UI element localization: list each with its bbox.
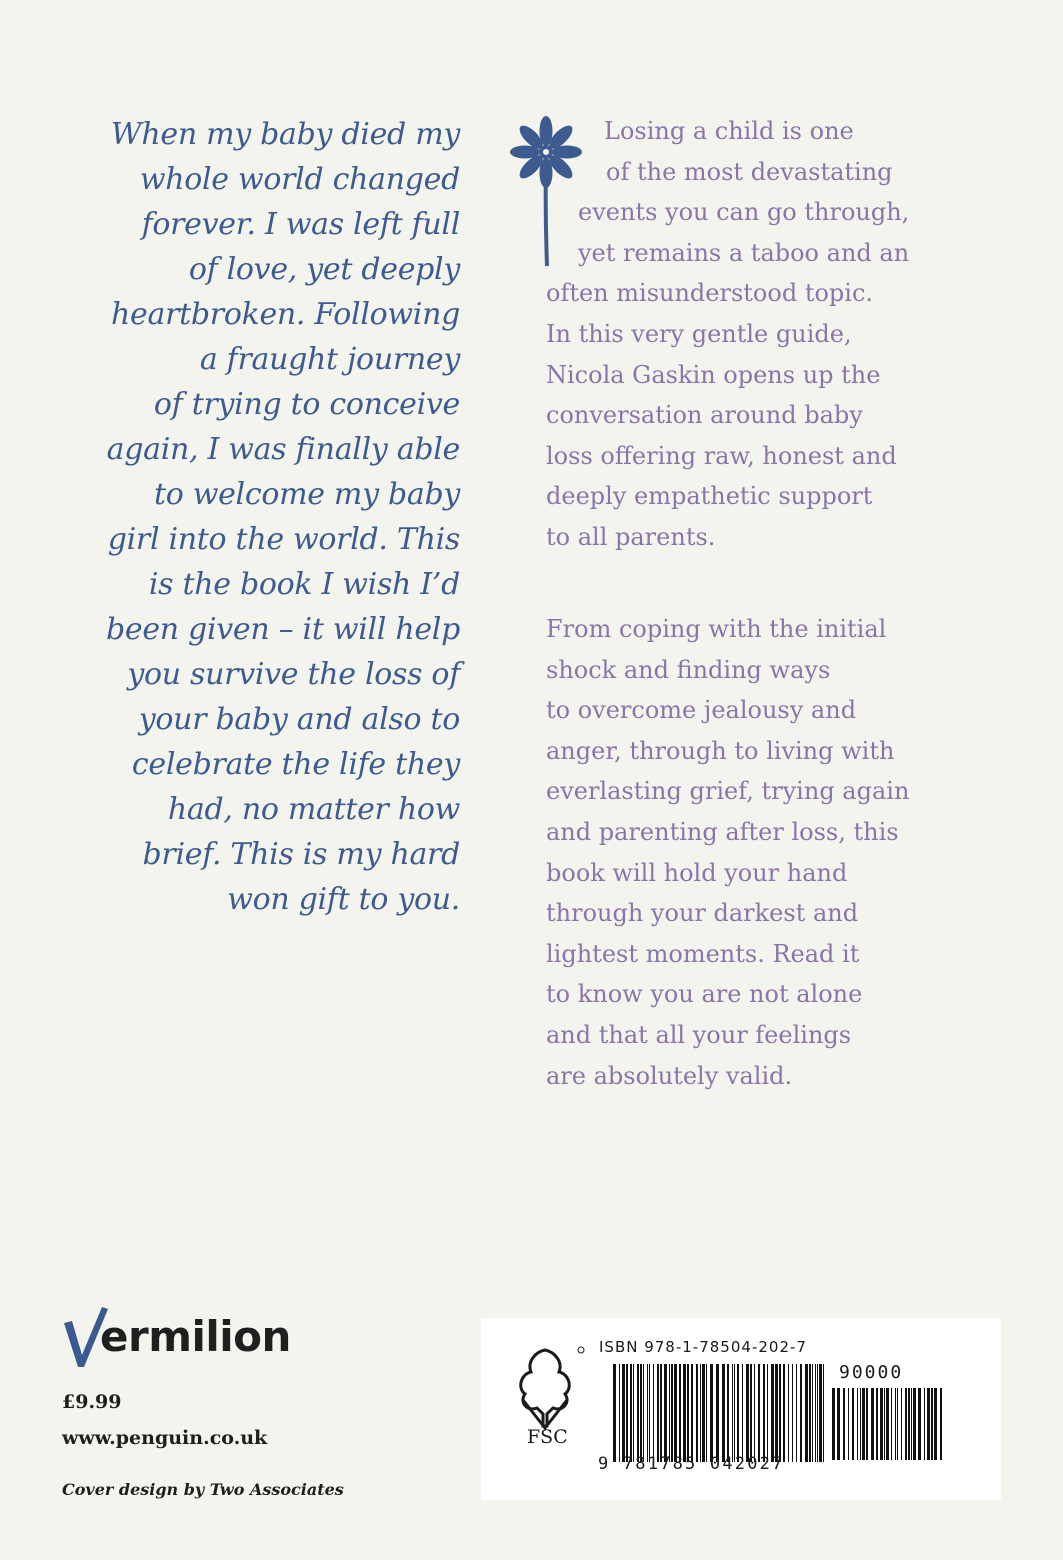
barcode-bar — [633, 1364, 634, 1462]
barcode-bar — [886, 1388, 889, 1460]
barcode-bar — [767, 1364, 768, 1462]
text-line: been given – it will help — [105, 612, 460, 647]
addon-barcode — [832, 1388, 944, 1460]
text-line: whole world changed — [139, 162, 460, 197]
barcode-bar — [722, 1364, 725, 1462]
barcode-bar — [630, 1364, 632, 1462]
barcode-bar — [897, 1388, 898, 1460]
text-line: a fraught journey — [199, 342, 460, 377]
barcode-number: 9 781785 042027 — [598, 1454, 785, 1474]
barcode-bar — [640, 1364, 642, 1462]
fsc-label: FSC — [527, 1426, 568, 1448]
author-quote — [70, 112, 460, 922]
barcode-bar — [884, 1388, 885, 1460]
text-line: had, no matter how — [167, 792, 460, 827]
barcode-bar — [871, 1388, 874, 1460]
barcode-bar — [691, 1364, 693, 1462]
barcode-bar — [901, 1388, 902, 1460]
barcode-bar — [876, 1388, 878, 1460]
text-line: you survive the loss of — [127, 657, 460, 692]
barcode-bar — [934, 1388, 937, 1460]
text-line: your baby and also to — [138, 702, 460, 737]
barcode-bar — [660, 1364, 662, 1462]
logo-text: ermilion — [100, 1312, 291, 1361]
barcode-bar — [671, 1364, 673, 1462]
barcode-bar — [848, 1388, 849, 1460]
barcode-bar — [647, 1364, 648, 1462]
barcode-bar — [775, 1364, 778, 1462]
barcode-bar — [758, 1364, 760, 1462]
barcode-bar — [622, 1364, 625, 1462]
barcode-bar — [649, 1364, 650, 1462]
text-line: to know you are not alone — [546, 980, 863, 1009]
barcode-bar — [913, 1388, 916, 1460]
text-line: of love, yet deeply — [188, 252, 460, 287]
barcode-bar — [706, 1364, 707, 1462]
text-line: forever. I was left full — [141, 207, 460, 242]
text-line: events you can go through, — [578, 198, 910, 227]
text-line: From coping with the initial — [546, 615, 887, 643]
cover-credit: Cover design by Two Associates — [62, 1480, 344, 1499]
barcode-bar — [911, 1388, 912, 1460]
text-line: again, I was finally able — [106, 432, 460, 467]
barcode-bar — [809, 1364, 811, 1462]
barcode-bar — [619, 1364, 620, 1462]
barcode-bar — [800, 1364, 802, 1462]
barcode-bar — [880, 1388, 883, 1460]
barcode-bar — [754, 1364, 755, 1462]
text-line: When my baby died my — [110, 117, 460, 152]
website-link: www.penguin.co.uk — [62, 1427, 268, 1449]
barcode-bar — [613, 1364, 616, 1462]
barcode-bar — [727, 1364, 729, 1462]
barcode-bar — [815, 1364, 816, 1462]
barcode-bar — [657, 1364, 659, 1462]
text-line: to all parents. — [546, 522, 716, 551]
barcode-bar — [837, 1388, 840, 1460]
barcode-bar — [750, 1364, 752, 1462]
barcode-bar — [918, 1388, 921, 1460]
text-line: of the most devastating — [606, 157, 893, 186]
text-line: book will hold your hand — [546, 858, 848, 887]
text-line: through your darkest and — [546, 899, 859, 928]
text-line: heartbroken. Following — [111, 297, 460, 332]
description-paragraph-2 — [546, 609, 966, 1096]
barcode-bar — [696, 1364, 698, 1462]
barcode-bar — [823, 1364, 824, 1462]
text-line: Nicola Gaskin opens up the — [546, 360, 881, 389]
barcode-bar — [626, 1364, 628, 1462]
barcode-bar — [812, 1364, 813, 1462]
barcode-bar — [742, 1364, 743, 1462]
text-line: shock and finding ways — [546, 655, 831, 684]
barcode-bar — [734, 1364, 735, 1462]
barcode-bar — [679, 1364, 681, 1462]
text-line: In this very gentle guide, — [546, 319, 852, 348]
barcode-bar — [683, 1364, 686, 1462]
barcode-bar — [687, 1364, 689, 1462]
price: £9.99 — [62, 1391, 122, 1413]
barcode-bar — [702, 1364, 705, 1462]
text-line: and that all your feelings — [546, 1020, 852, 1049]
barcode-bar — [737, 1364, 739, 1462]
text-line: is the book I wish I’d — [148, 567, 460, 602]
barcode-bar — [924, 1388, 925, 1460]
text-line: brief. This is my hard — [142, 837, 460, 872]
barcode-bar — [700, 1364, 701, 1462]
text-line: Losing a child is one — [604, 117, 854, 145]
barcode-bar — [866, 1388, 868, 1460]
barcode-bar — [931, 1388, 933, 1460]
barcode-bar — [763, 1364, 765, 1462]
barcode-bar — [817, 1364, 818, 1462]
barcode-bar — [895, 1388, 896, 1460]
barcode-bar — [832, 1388, 835, 1460]
barcode-bar — [669, 1364, 670, 1462]
barcode-bar — [796, 1364, 797, 1462]
barcode-bar — [908, 1388, 910, 1460]
barcode-bar — [674, 1364, 677, 1462]
text-line: celebrate the life they — [131, 747, 460, 782]
barcode-bar — [805, 1364, 808, 1462]
barcode-bar — [819, 1364, 822, 1462]
barcode-bar — [653, 1364, 654, 1462]
barcode-panel — [481, 1318, 1001, 1500]
text-line: to overcome jealousy and — [546, 696, 857, 725]
barcode-bar — [843, 1388, 845, 1460]
text-line: often misunderstood topic. — [546, 279, 874, 308]
text-line: lightest moments. Read it — [546, 939, 860, 968]
barcode-bar — [643, 1364, 644, 1462]
barcode-bar — [862, 1388, 865, 1460]
barcode-bar — [716, 1364, 719, 1462]
barcode-bar — [891, 1388, 892, 1460]
barcode-bar — [637, 1364, 639, 1462]
text-line: and parenting after loss, this — [546, 817, 899, 846]
text-line: everlasting grief, trying again — [546, 777, 910, 806]
barcode-bar — [664, 1364, 667, 1462]
barcode-bar — [788, 1364, 789, 1462]
barcode-bar — [783, 1364, 785, 1462]
barcode-bar — [860, 1388, 861, 1460]
isbn-text: ISBN 978-1-78504-202-7 — [599, 1338, 807, 1356]
text-line: loss offering raw, honest and — [546, 441, 897, 470]
text-line: girl into the world. This — [107, 522, 460, 557]
barcode-bar — [792, 1364, 793, 1462]
barcode-bar — [746, 1364, 749, 1462]
barcode-bar — [927, 1388, 930, 1460]
vermilion-logo — [60, 1305, 320, 1375]
fsc-tree-icon — [505, 1344, 585, 1434]
text-line: to welcome my baby — [153, 477, 460, 512]
barcode-bar — [732, 1364, 733, 1462]
barcode-bar — [771, 1364, 774, 1462]
barcode-bar — [940, 1388, 942, 1460]
text-line: won gift to you. — [227, 882, 460, 917]
description-paragraph-1 — [546, 111, 966, 558]
addon-number: 90000 — [839, 1362, 904, 1383]
barcode-bar — [710, 1364, 713, 1462]
barcode-bar — [779, 1364, 781, 1462]
barcode-bar — [905, 1388, 907, 1460]
barcode-bar — [857, 1388, 858, 1460]
text-line: yet remains a taboo and an — [578, 238, 910, 267]
text-line: conversation around baby — [546, 401, 863, 430]
barcode-bar — [852, 1388, 854, 1460]
text-line: of trying to conceive — [153, 387, 460, 422]
text-line: anger, through to living with — [546, 736, 895, 765]
main-barcode — [613, 1364, 828, 1462]
text-line: are absolutely valid. — [546, 1061, 793, 1090]
text-line: deeply empathetic support — [546, 482, 873, 511]
